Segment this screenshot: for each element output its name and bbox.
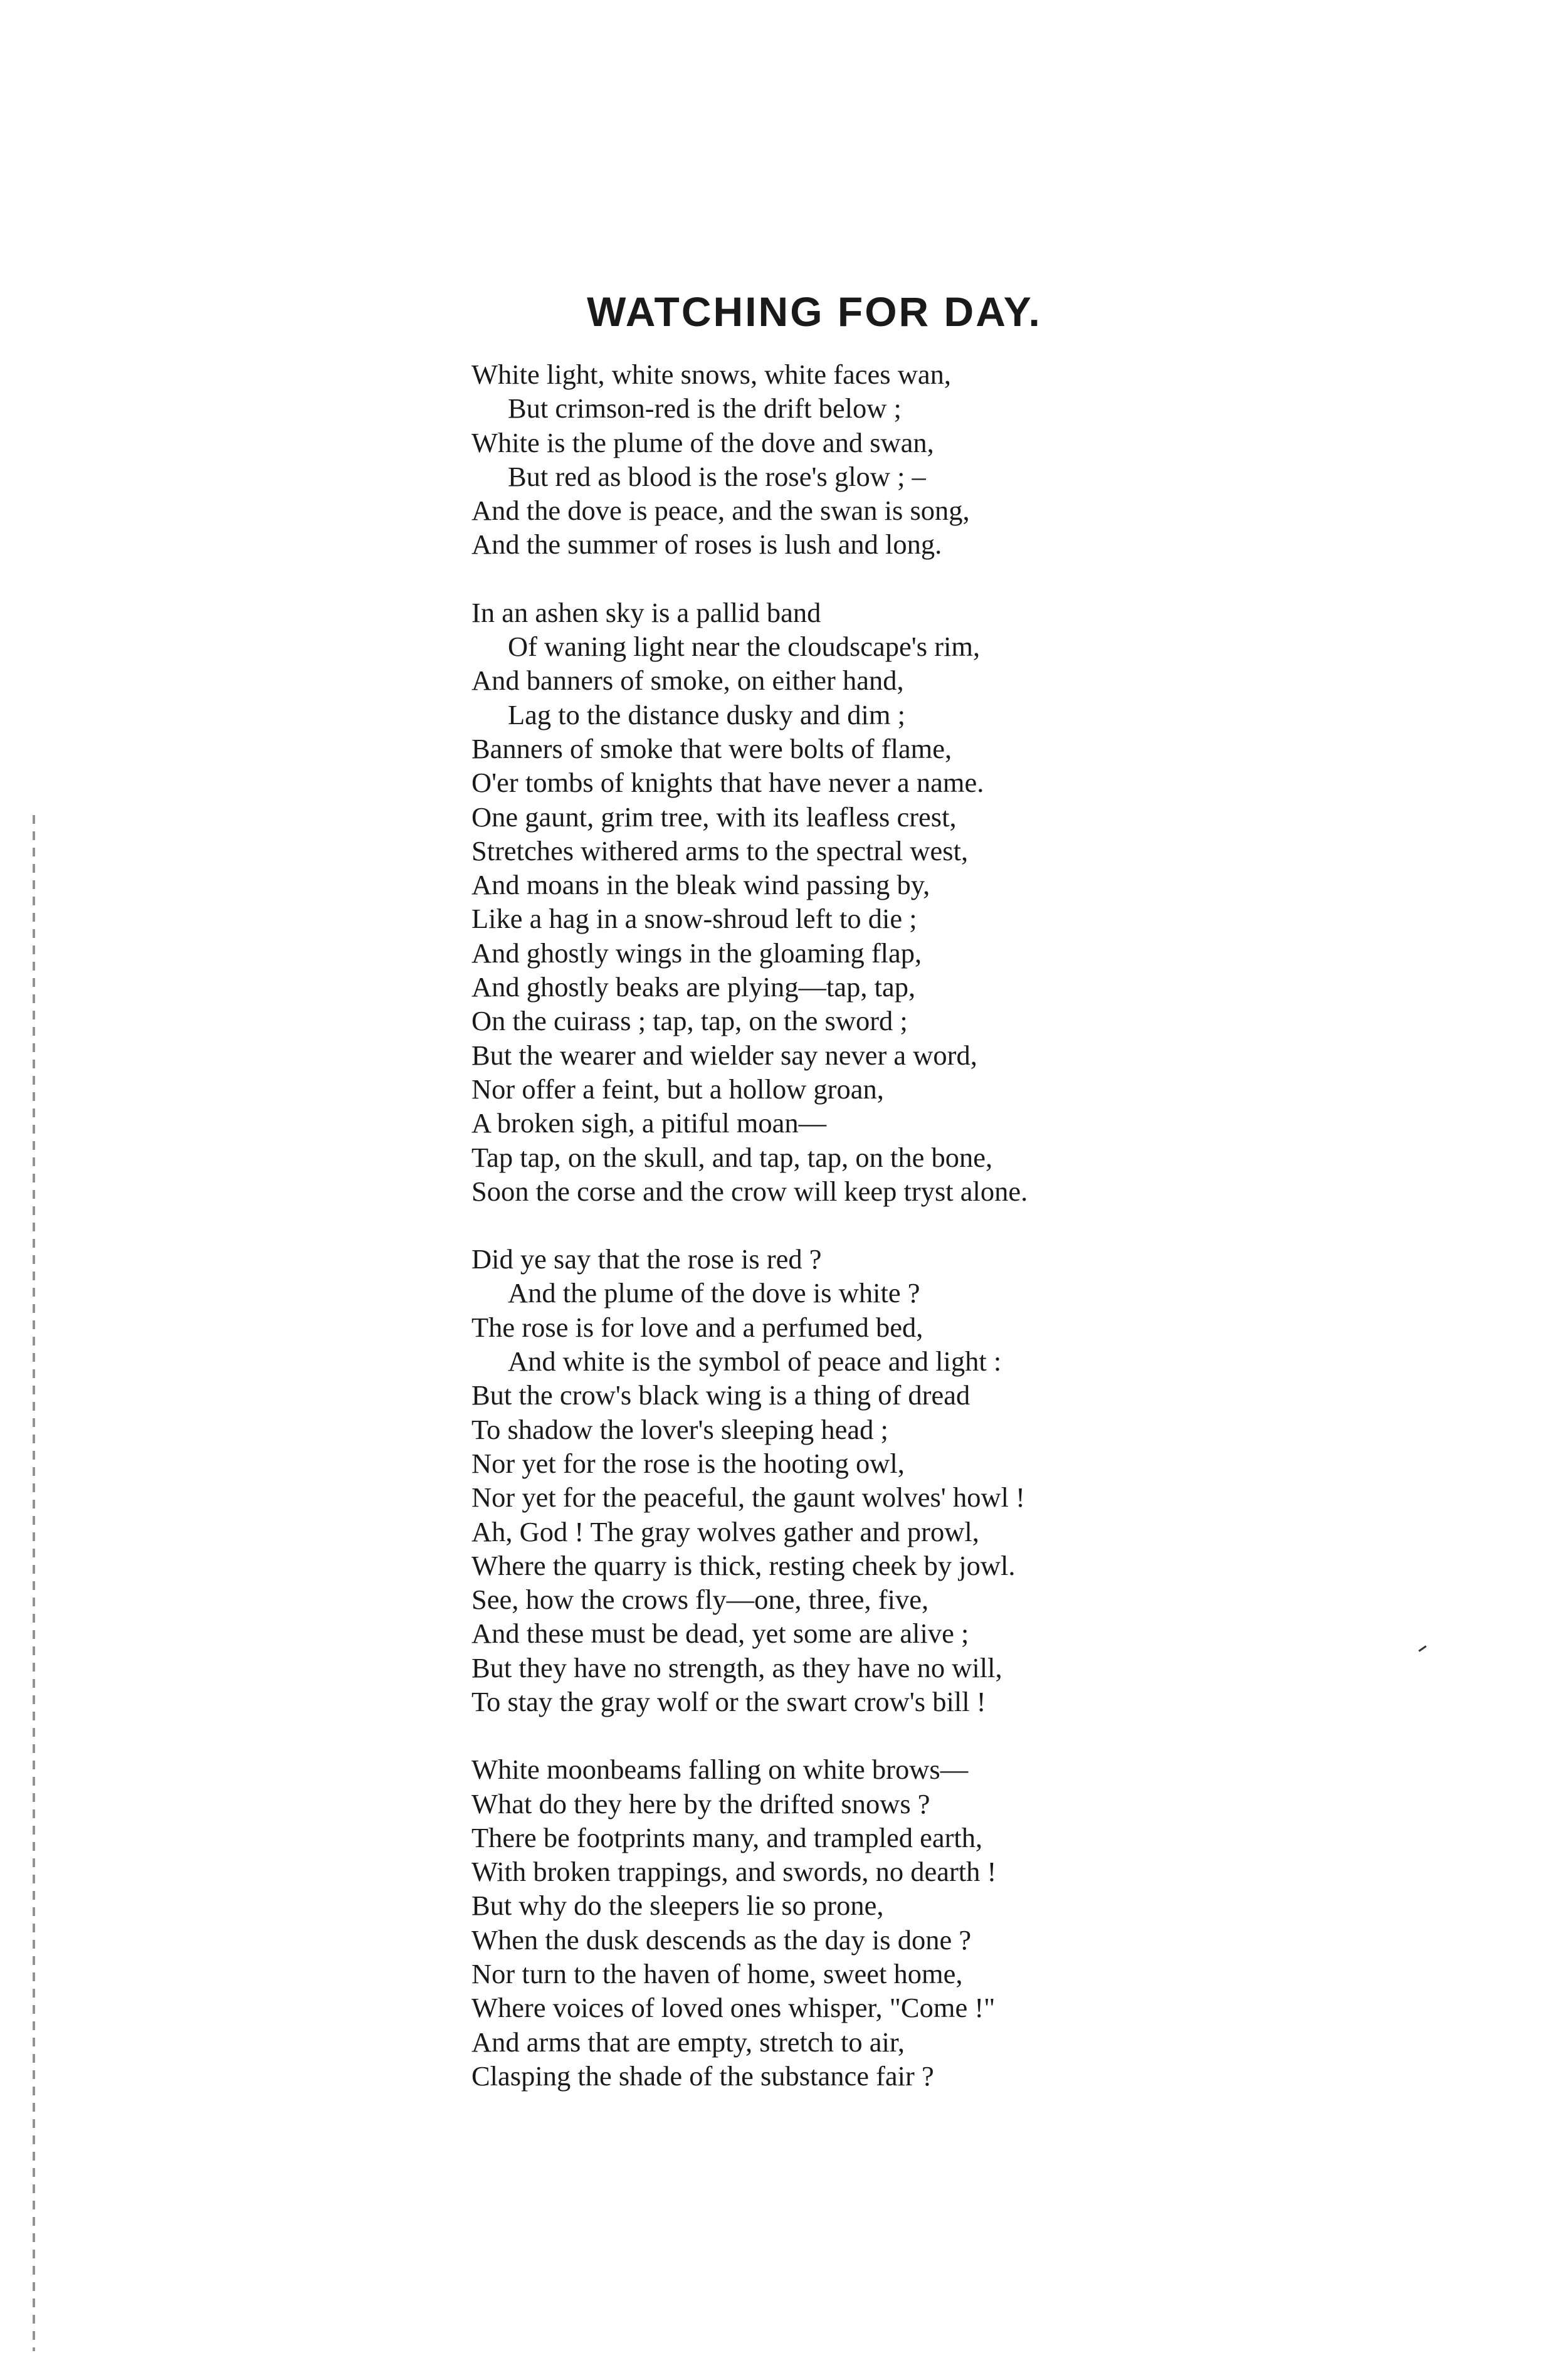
poem-line: And the plume of the dove is white ? [508,1277,920,1309]
poem-line: Nor offer a feint, but a hollow groan, [471,1073,884,1105]
poem-line: Nor yet for the rose is the hooting owl, [471,1447,905,1479]
poem-title: WATCHING FOR DAY. [587,288,1042,335]
poem-line: In an ashen sky is a pallid band [471,596,821,628]
poem-line: And arms that are empty, stretch to air, [471,2026,905,2058]
page-binding-edge [33,815,35,2351]
poem-line: Where voices of loved ones whisper, "Come !" [471,1992,996,2024]
poem-line: But the crow's black wing is a thing of dread [471,1379,970,1411]
poem-line: White is the plume of the dove and swan, [471,426,934,458]
poem-line: Banners of smoke that were bolts of flame, [471,732,952,764]
poem-line: Where the quarry is thick, resting cheek by jowl. [471,1549,1016,1581]
poem-line: Of waning light near the cloudscape's rim, [508,631,981,663]
poem-line: Tap tap, on the skull, and tap, tap, on the bone, [471,1141,993,1173]
poem-line: And white is the symbol of peace and light : [508,1345,1002,1377]
poem-line: Did ye say that the rose is red ? [471,1243,822,1275]
poem-line: And the dove is peace, and the swan is song, [471,495,970,527]
poem-line: O'er tombs of knights that have never a name. [471,767,984,799]
poem-line: Nor turn to the haven of home, sweet home, [471,1958,963,1990]
poem-line: But why do the sleepers lie so prone, [471,1890,884,1922]
poem-line: Clasping the shade of the substance fair ? [471,2060,934,2092]
poem-body [471,357,1381,2127]
poem-line: But crimson-red is the drift below ; [508,392,902,424]
poem-line: And banners of smoke, on either hand, [471,665,904,697]
poem-line: And ghostly wings in the gloaming flap, [471,937,922,969]
poem-line: With broken trappings, and swords, no dearth ! [471,1856,997,1888]
poem-line: There be footprints many, and trampled earth, [471,1821,983,1853]
poem-line: But red as blood is the rose's glow ; – [508,460,926,492]
poem-line: What do they here by the drifted snows ? [471,1788,930,1819]
poem-line: And ghostly beaks are plying—tap, tap, [471,971,916,1003]
poem-line: The rose is for love and a perfumed bed, [471,1311,923,1343]
stanza [471,357,1381,562]
ink-speck [1418,1645,1426,1651]
stanza [471,1242,1381,1719]
poem-line: And moans in the bleak wind passing by, [471,869,930,901]
poem-line: Soon the corse and the crow will keep tryst alone. [471,1175,1028,1207]
poem-line: When the dusk descends as the day is done ? [471,1924,972,1956]
poem-line: White moonbeams falling on white brows— [471,1754,969,1786]
poem-line: To shadow the lover's sleeping head ; [471,1413,888,1445]
poem-line: Like a hag in a snow-shroud left to die ; [471,903,917,935]
poem-line: Nor yet for the peaceful, the gaunt wolves' howl ! [471,1482,1025,1514]
poem-line: Stretches withered arms to the spectral west, [471,835,969,866]
poem-line: On the cuirass ; tap, tap, on the sword ; [471,1005,908,1037]
poem-line: A broken sigh, a pitiful moan— [471,1107,827,1139]
poem-line: See, how the crows fly—one, three, five, [471,1584,929,1616]
stanza [471,1752,1381,2093]
poem-line: Lag to the distance dusky and dim ; [508,698,905,730]
stanza [471,596,1381,1208]
poem-line: But they have no strength, as they have no will, [471,1651,1002,1683]
poem-line: But the wearer and wielder say never a word, [471,1039,977,1071]
poem-line: White light, white snows, white faces wan, [471,359,951,390]
poem-line: And the summer of roses is lush and long. [471,529,942,561]
poem-line: One gaunt, grim tree, with its leafless crest, [471,801,957,833]
poem-line: Ah, God ! The gray wolves gather and prowl, [471,1515,979,1547]
poem-line: And these must be dead, yet some are alive ; [471,1618,969,1650]
poem-line: To stay the gray wolf or the swart crow's bill ! [471,1685,986,1717]
